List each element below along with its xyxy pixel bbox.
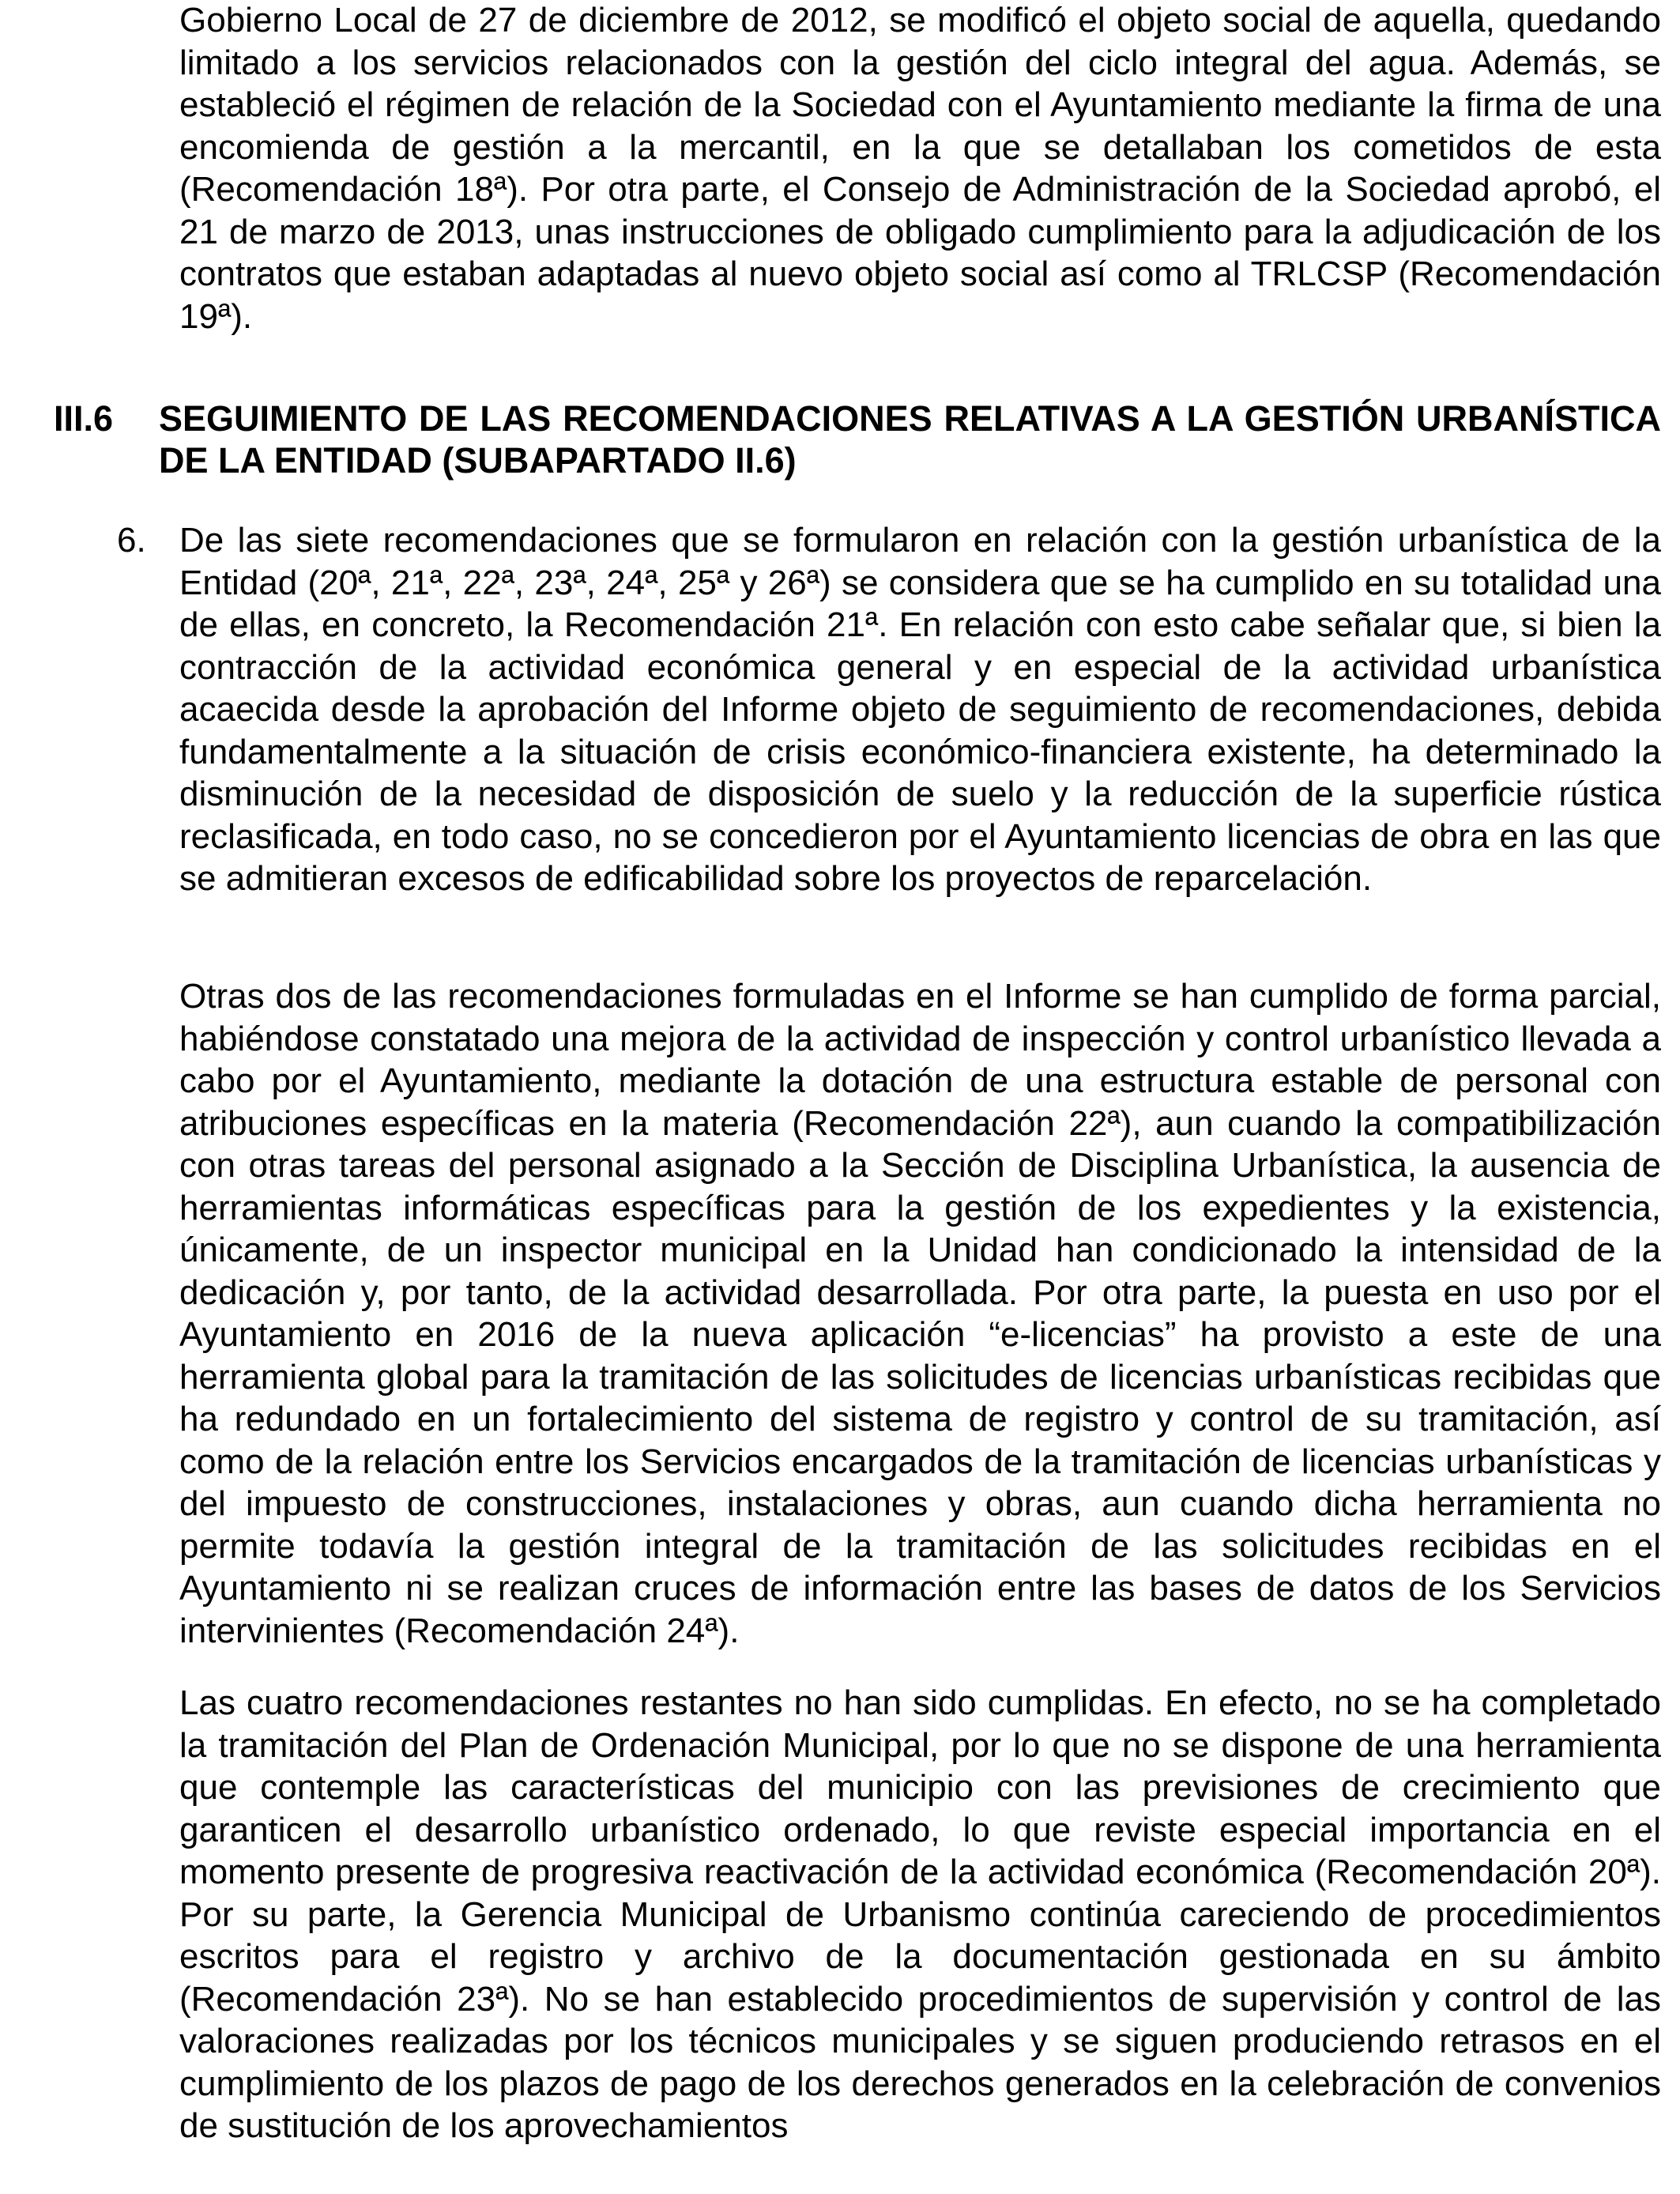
paragraph-intro: Gobierno Local de 27 de diciembre de 2012, se modificó el objeto social de aquella, quedando limitado a los servicios relacionados con la gestión del ciclo integral del agua. Además, se estableció el régimen de relación de la Sociedad con el Ayuntamiento mediante la firma de una encomienda de gestión a la mercantil, en la que se detallaban los cometidos de esta (Recomendación 18ª). Por otra parte, el Consejo de Administración de la Sociedad aprobó, el 21 de marzo de 2013, unas instrucciones de obligado cumplimiento para la adjudicación de los contratos que estaban adaptadas al nuevo objeto social así como al TRLCSP (Recomendación 19ª). bbox=[179, 1, 1661, 336]
section-title: SEGUIMIENTO DE LAS RECOMENDACIONES RELATIVAS A LA GESTIÓN URBANÍSTICA DE LA ENTIDAD (SUBAPARTADO II.6) bbox=[159, 398, 1661, 481]
section-number: III.6 bbox=[54, 398, 114, 439]
section-heading bbox=[54, 398, 1661, 481]
paragraph-item-2: Otras dos de las recomendaciones formuladas en el Informe se han cumplido de forma parcial, habiéndose constatado una mejora de la actividad de inspección y control urbanístico llevada a cabo por el Ayuntamiento, mediante la dotación de una estructura estable de personal con atribuciones específicas en la materia (Recomendación 22ª), aun cuando la compatibilización con otras tareas del personal asignado a la Sección de Disciplina Urbanística, la ausencia de herramientas informáticas específicas para la gestión de los expedientes y la existencia, únicamente, de un inspector municipal en la Unidad han condicionado la intensidad de la dedicación y, por tanto, de la actividad desarrollada. Por otra parte, la puesta en uso por el Ayuntamiento en 2016 de la nueva aplicación “e-licencias” ha provisto a este de una herramienta global para la tramitación de las solicitudes de licencias urbanísticas recibidas que ha redundado en un fortalecimiento del sistema de registro y control de su tramitación, así como de la relación entre los Servicios encargados de la tramitación de licencias urbanísticas y del impuesto de construcciones, instalaciones y obras, aun cuando dicha herramienta no permite todavía la gestión integral de la tramitación de las solicitudes recibidas en el Ayuntamiento ni se realizan cruces de información entre las bases de datos de los Servicios intervinientes (Recomendación 24ª). bbox=[179, 977, 1661, 1650]
list-item-number: 6. bbox=[117, 521, 146, 560]
paragraph-item-1: De las siete recomendaciones que se formularon en relación con la gestión urbanística de la Entidad (20ª, 21ª, 22ª, 23ª, 24ª, 25ª y 26ª) se considera que se ha cumplido en su totalidad una de ellas, en concreto, la Recomendación 21ª. En relación con esto cabe señalar que, si bien la contracción de la actividad económica general y en especial de la actividad urbanística acaecida desde la aprobación del Informe objeto de seguimiento de recomendaciones, debida fundamentalmente a la situación de crisis económico-financiera existente, ha determinado la disminución de la necesidad de disposición de suelo y la reducción de la superficie rústica reclasificada, en todo caso, no se concedieron por el Ayuntamiento licencias de obra en las que se admitieran excesos de edificabilidad sobre los proyectos de reparcelación. bbox=[179, 521, 1661, 898]
paragraph-item-3: Las cuatro recomendaciones restantes no han sido cumplidas. En efecto, no se ha completado la tramitación del Plan de Ordenación Municipal, por lo que no se dispone de una herramienta que contemple las características del municipio con las previsiones de crecimiento que garanticen el desarrollo urbanístico ordenado, lo que reviste especial importancia en el momento presente de progresiva reactivación de la actividad económica (Recomendación 20ª). Por su parte, la Gerencia Municipal de Urbanismo continúa careciendo de procedimientos escritos para el registro y archivo de la documentación gestionada en su ámbito (Recomendación 23ª). No se han establecido procedimientos de supervisión y control de las valoraciones realizadas por los técnicos municipales y se siguen produciendo retrasos en el cumplimiento de los plazos de pago de los derechos generados en la celebración de convenios de sustitución de los aprovechamientos bbox=[179, 1683, 1661, 2145]
